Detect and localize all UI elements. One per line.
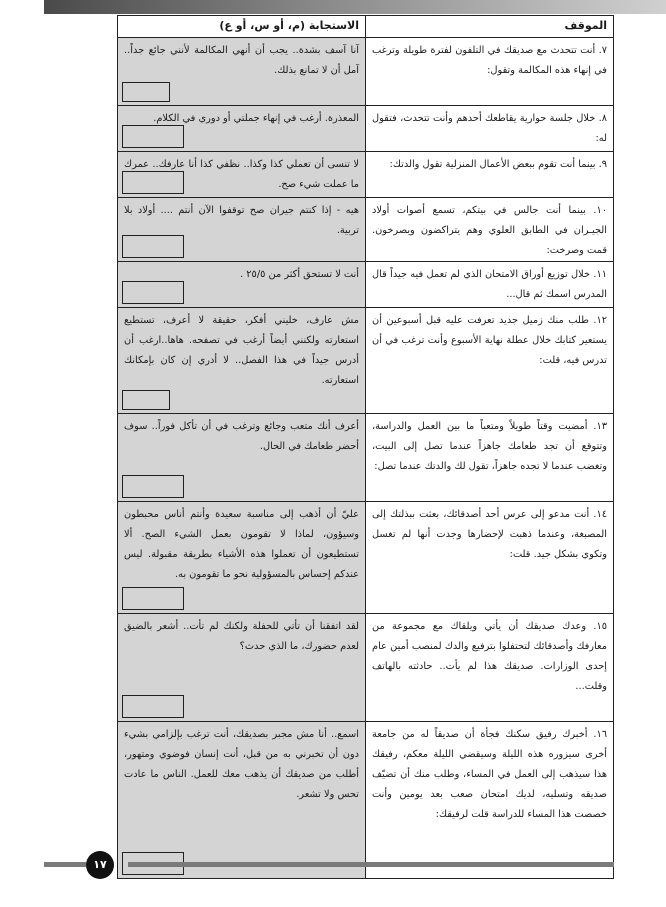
response-text: أنت لا تستحق أكثر من ٢٥/٥ . [240,269,359,280]
response-text: المعذرة. أرغب في إنهاء جملتي أو دوري في الكلام. [153,113,359,124]
header-situation: الموقف [366,16,614,38]
situation-text: ٨. خلال جلسة حوارية يقاطعك أحدهم وأنت تتحدث، فتقول له: [372,113,607,144]
response-text: هيه - إذا كنتم جيران صح توقفوا الآن أنتم .... أولاد بلا تربية. [124,205,359,236]
situation-text: ١٠. بينما أنت جالس في بيتكم، تسمع أصوات أولاد الجيـران في الطابق العلوي وهم يتراكضون ويصرخون. قمت وصرخت: [372,205,607,256]
answer-box[interactable] [122,281,184,304]
situation-text: ١٦. أخبرك رفيق سكنك فجأة أن صديقاً له من جامعة أخرى سيزوره هذه الليلة وسيقضي الليلة معكم، رفيقك هذا سيذهب إلى العمل في المساء، وطلب منك أن تضيّف صديقه وتسليه، لديك امتحان صعب بعد يومين وأنت خصصت هذا المساء للدراسة قلت لرفيقك: [372,729,607,820]
situation-text: ١٣. أمضيت وقتاً طويلاً ومتعباً ما بين العمل والدراسة، وتتوقع أن تجد طعامك جاهزاً عندما تصل إلى البيت، وتغضب عندما لا تجده جاهزاً، تقول لك والدتك عندما تصل: [372,421,607,472]
table-row [118,198,614,262]
situation-text: ١٢. طلب منك زميل جديد تعرفت عليه قبل أسبوعين أن يستعير كتابك خلال عطلة نهاية الأسبوع وأنت ترغب في أن تدرس فيه، قلت: [372,315,607,366]
response-text: أعرف أنك متعب وجائع وترغب في أن تأكل فوراً.. سوف أحضر طعامك في الحال. [124,421,359,452]
response-cell [118,722,366,879]
situation-text: ١٤. أنت مدعو إلى عرس أحد أصدقائك، بعثت ببذلتك إلى المصبغة، وعندما ذهبت لإحضارها وجدت أنها لم تغسل وتكوي بشكل جيد. قلت: [372,509,607,560]
response-cell [118,502,366,614]
table-row [118,614,614,722]
assertiveness-table [117,15,614,879]
situation-text: ٧. أنت تتحدث مع صديقك في التلفون لفترة طويلة وترغب في إنهاء هذه المكالمة وتقول: [372,45,607,76]
response-cell [118,38,366,106]
situation-cell [366,106,614,152]
response-cell [118,414,366,502]
answer-box[interactable] [122,171,184,194]
answer-box[interactable] [122,82,170,102]
header-response: الاستجابة (م، أو س، أو ع) [118,16,366,38]
table-row [118,414,614,502]
response-text: آنا آسف بشدة.. يجب أن أنهي المكالمة لأنني جائع جداً.. آمل أن لا تمانع بذلك. [124,45,359,76]
situation-text: ١١. خلال توزيع أوراق الامتحان الذي لم تعمل فيه جيداً قال المدرس اسمك ثم قال... [372,269,607,300]
table-row [118,38,614,106]
situation-cell [366,262,614,308]
table-row [118,262,614,308]
answer-box[interactable] [122,125,184,148]
response-text: عليّ أن أذهب إلى مناسبة سعيدة وأنتم أناس محبطون وسيؤون، لماذا لا تقومون بعمل الشيء الصح. ألا تستطيعون أن تعملوا هذه الأشياء بطريقة مقبولة. ليس عندكم إحساس بالمسؤولية نحو ما تقومون به. [124,509,359,580]
footer-line-left [44,862,86,867]
response-cell [118,152,366,198]
table-row [118,502,614,614]
response-text: اسمع.. أنا مش مجبر بصديقك، أنت ترغب بإلزامي بشيء دون أن تخبرني به من قبل، أنت إنسان فوضوي ومتهور، أطلب من صديقك أن يذهب معك للعمل. الناس ما عادت تحس ولا تشعر. [124,729,359,800]
situation-cell [366,198,614,262]
response-cell [118,262,366,308]
response-text: لقد اتفقنا أن تأتي للحفلة ولكنك لم تأت.. أشعر بالضيق لعدم حضورك، ما الذي حدث؟ [124,621,359,652]
response-cell [118,106,366,152]
table-row [118,722,614,879]
page-number: ١٧ [86,851,114,879]
response-text: لا تنسى أن تعملي كذا وكذا.. نظفي كذا أنا عارفك.. عمرك ما عملت شيء صح. [124,159,359,190]
table-row [118,308,614,414]
situation-cell [366,308,614,414]
situation-text: ٩. بينما أنت تقوم ببعض الأعمال المنزلية تقول والدتك: [389,159,607,170]
table-header-row [118,16,614,38]
footer-line-right [128,862,614,867]
top-decorative-bar [44,0,666,14]
answer-box[interactable] [122,390,170,410]
situation-cell [366,722,614,879]
response-text: مش عارف، خليني أفكر، حقيقة لا أعرف، تستطيع استعارته ولكنني أيضاً أرغب في تصفحه. هاها..ارغب أن أدرس جيداً في هذا الفصل.. لا أدري إن كان بإمكانك استعارته. [124,315,359,386]
answer-box[interactable] [122,475,184,498]
response-cell [118,308,366,414]
situation-cell [366,414,614,502]
answer-box[interactable] [122,587,184,610]
table-row [118,152,614,198]
answer-box[interactable] [122,235,184,258]
situation-cell [366,38,614,106]
situation-text: ١٥. وعدك صديقك أن يأتي ويلقاك مع مجموعة من معارفك وأصدقائك لتحتفلوا بترفيع والدك لمنصب أمين عام إحدى الوزارات. صديقك هذا لم يأت.. حادثته بالهاتف وقلت... [372,621,607,692]
response-cell [118,614,366,722]
situation-cell [366,502,614,614]
situation-cell [366,152,614,198]
table-row [118,106,614,152]
answer-box[interactable] [122,695,184,718]
response-cell [118,198,366,262]
situation-cell [366,614,614,722]
